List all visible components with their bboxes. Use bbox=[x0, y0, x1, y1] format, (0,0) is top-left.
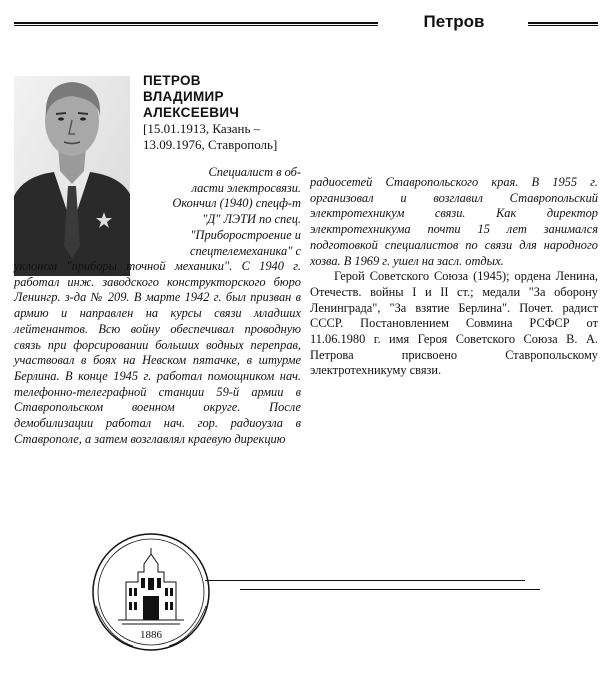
bio-left-line: спецтелемеханика" с bbox=[189, 243, 301, 258]
bio-left-line: "Приборостроение и bbox=[190, 227, 301, 242]
footer-rule-lower bbox=[240, 589, 540, 590]
header-rule-left bbox=[14, 22, 378, 26]
bio-left-line: ласти электросвязи. bbox=[191, 180, 301, 195]
bio-left-line: Специалист в об- bbox=[208, 165, 301, 179]
bio-left-line: Окончил (1940) спецф-т bbox=[172, 196, 301, 211]
footer-rule-upper bbox=[205, 580, 525, 581]
header-rule-right bbox=[528, 22, 598, 26]
page-header-name: Петров bbox=[423, 12, 485, 31]
person-name-block bbox=[143, 73, 303, 153]
university-seal bbox=[88, 528, 214, 660]
bio-left-wide: уклоном "приборы точной механики". С 1940 г. работал инж. заводского конструкторского бюро Ленингр. з-да № 209. В марте 1942 г. был призван в армию и направлен на курсы связи младших лейтенантов. Всю войну обеспечивал проводную связь при форсировании больших водных переправ, участвовал в боях на Невском пятачке, в штурме Берлина. В конце 1945 г. работал помощником нач. телефонно-телеграфной станции 59-й армии в Ставропольском военном округе. После демобилизации работал нач. гор. радиоузла в Ставрополе, а затем возглавлял краевую дирекцию bbox=[14, 259, 301, 446]
person-patronymic: АЛЕКСЕЕВИЧ bbox=[143, 105, 240, 120]
university-seal-icon bbox=[88, 528, 214, 660]
bio-left-narrow bbox=[143, 165, 301, 259]
bio-right-awards: Герой Советского Союза (1945); ордена Ленина, Отечеств. войны I и II ст.; медали "За оборону Ленинграда", "За взятие Берлина". Почет. радист СССР. Постановлением Совмина РСФСР от 11.06.1980 г. имя Героя Советского Союза В. А. Петрова присвоено Ставропольскому электротехникуму связи. bbox=[310, 269, 598, 378]
seal-year: 1886 bbox=[140, 629, 162, 641]
portrait-photo bbox=[14, 76, 130, 276]
person-surname: ПЕТРОВ bbox=[143, 73, 201, 88]
bio-right-italic: радиосетей Ставропольского края. В 1955 г. организовал и возглавил Ставропольский электротехникум связи. Как директор электротехникума почти 15 лет занимался подготовкой специалистов по связи для народного хозва. В 1969 г. ушел на засл. отдых. bbox=[310, 175, 598, 268]
portrait-photo-icon bbox=[14, 76, 130, 276]
bio-right-column bbox=[310, 175, 598, 379]
person-dates-line1: [15.01.1913, Казань – bbox=[143, 121, 261, 136]
bio-left-line: "Д" ЛЭТИ по спец. bbox=[202, 212, 301, 227]
person-dates-line2: 13.09.1976, Ставрополь] bbox=[143, 137, 278, 152]
person-first-name: ВЛАДИМИР bbox=[143, 89, 224, 104]
